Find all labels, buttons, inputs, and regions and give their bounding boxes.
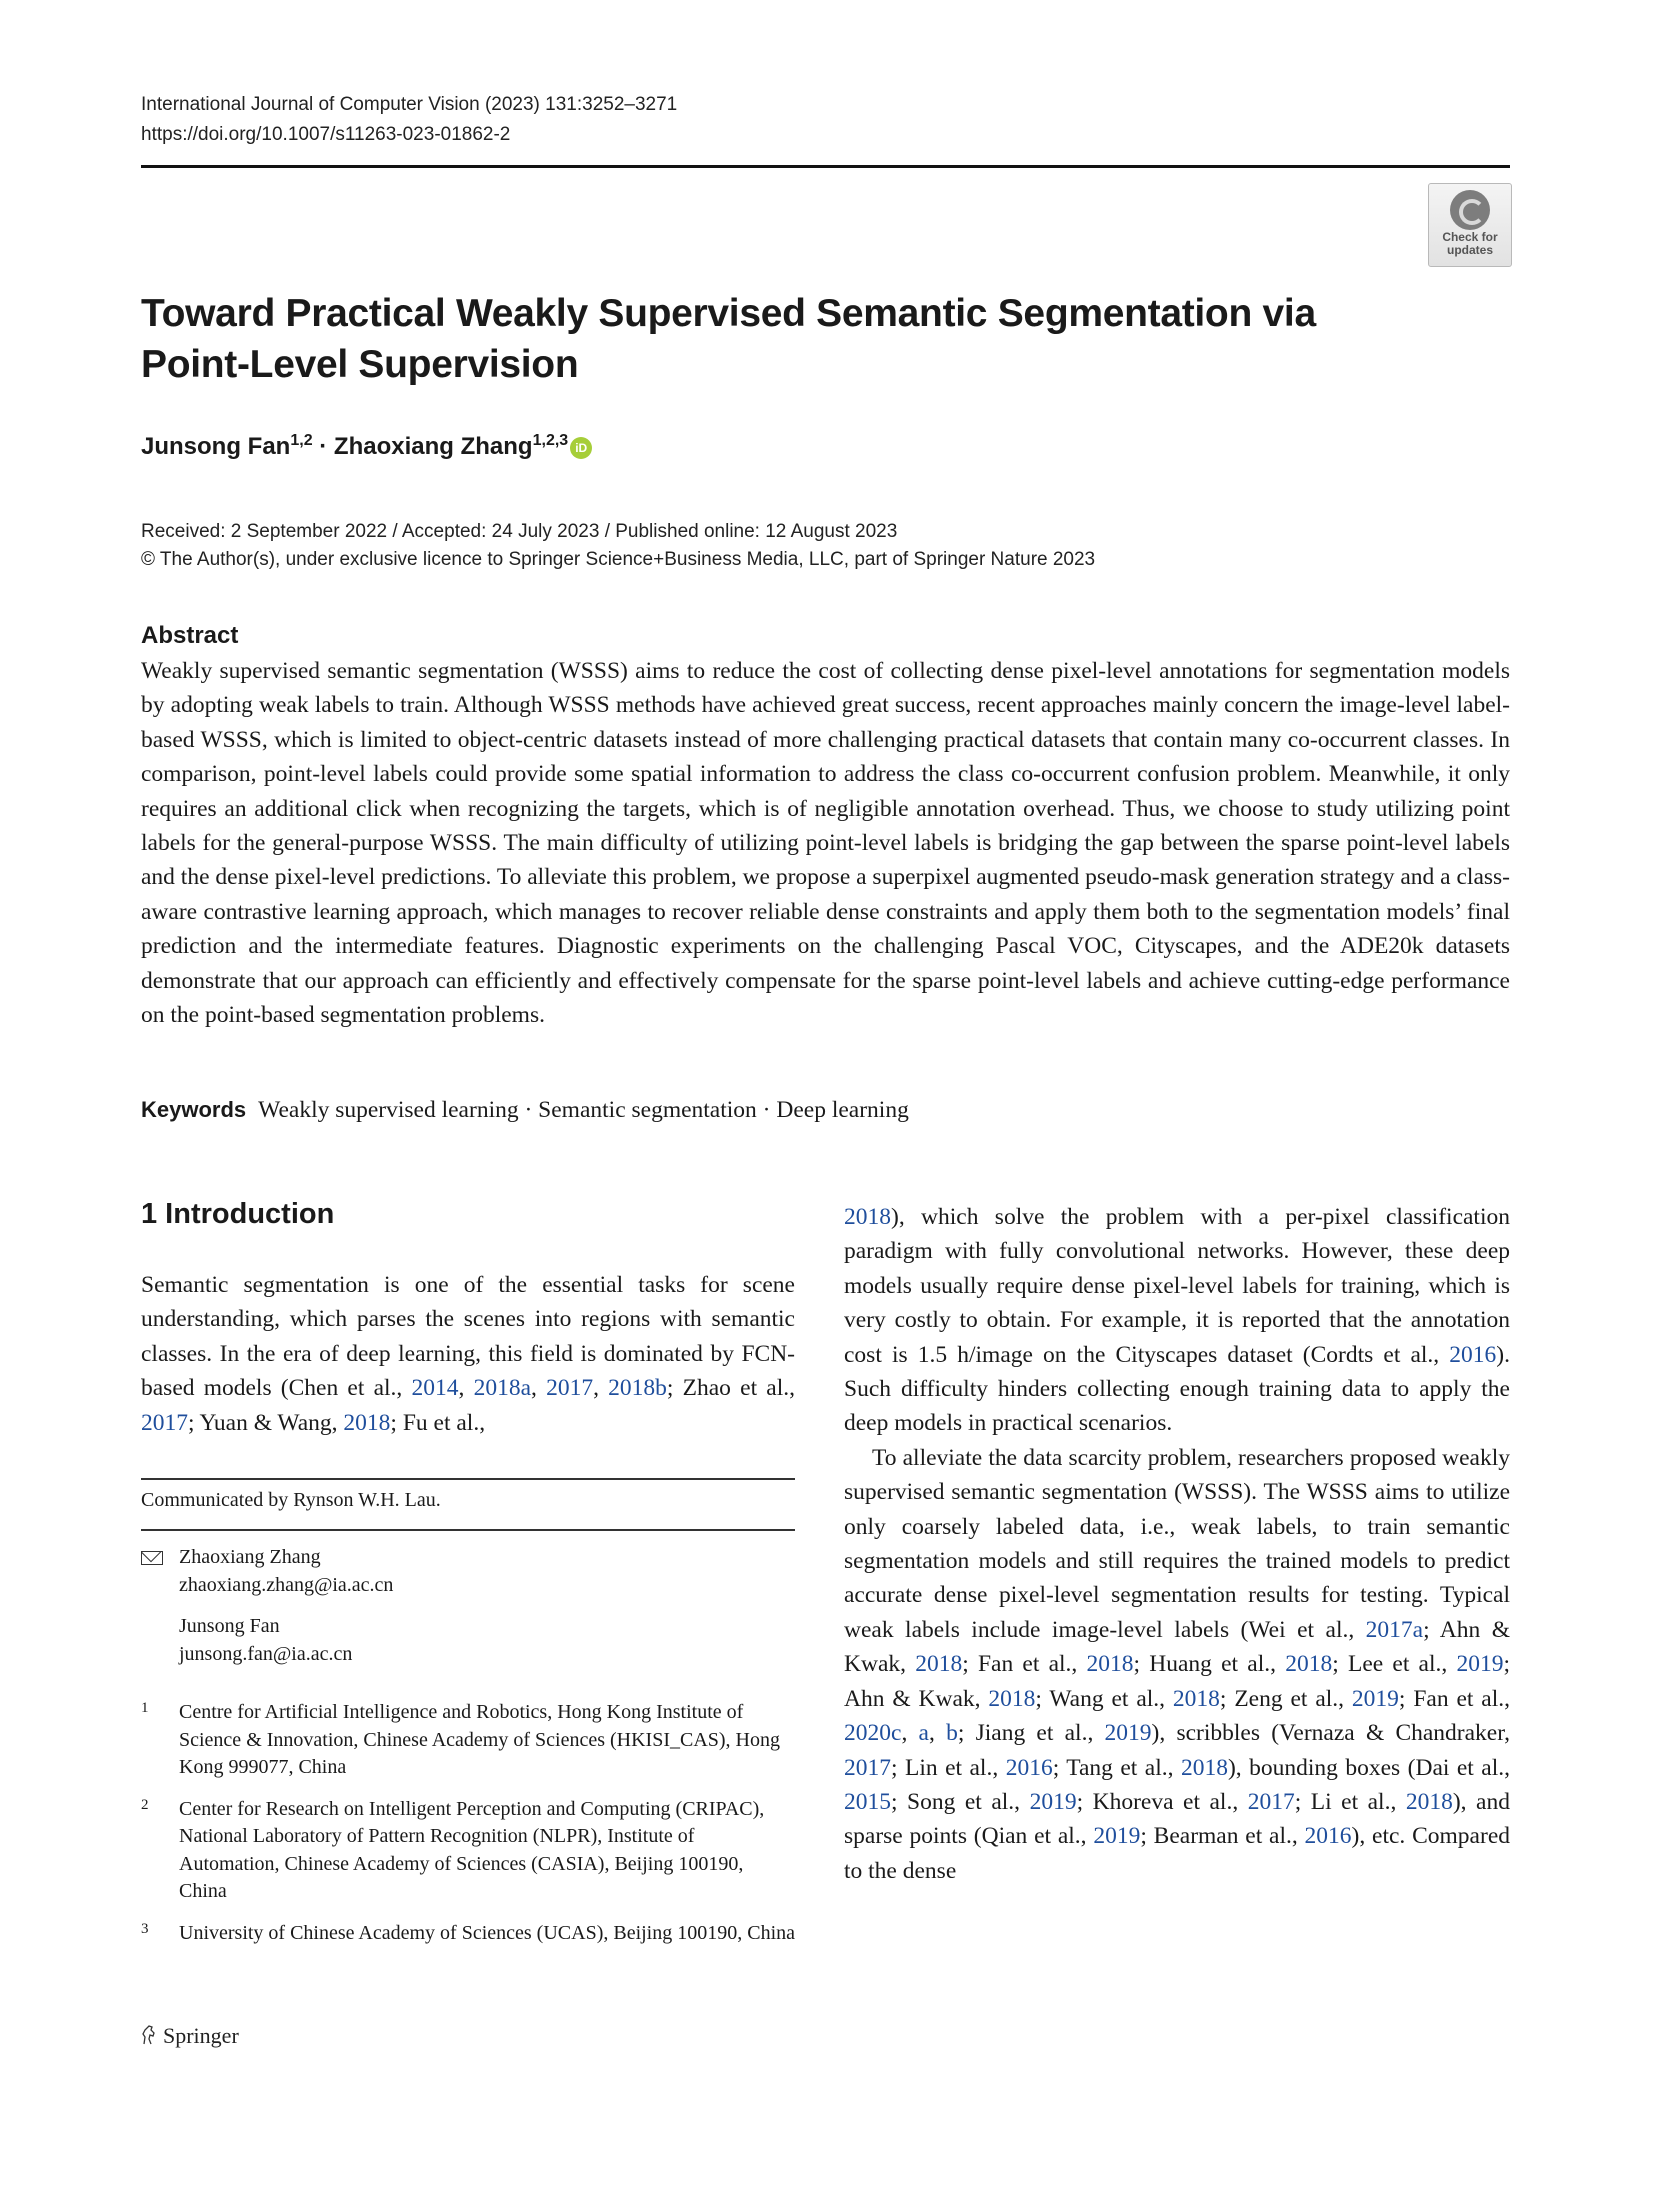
body-text: ; Fan et al., — [1398, 1685, 1511, 1712]
citation-link[interactable]: 2019 — [1104, 1720, 1152, 1747]
citation-link[interactable]: 2019 — [1351, 1685, 1399, 1712]
contact-entry — [141, 1544, 795, 1599]
body-text: ; Ahn & Kwak, — [844, 1616, 1510, 1678]
running-header — [141, 90, 677, 150]
doi-link[interactable]: https://doi.org/10.1007/s11263-023-01862-2 — [141, 124, 511, 145]
citation-link[interactable]: a — [918, 1720, 929, 1747]
intro-left-column — [141, 1268, 795, 1440]
corresponding-contacts — [141, 1544, 795, 1682]
author-affil-sup-2: 1,2,3 — [532, 432, 569, 449]
citation-link[interactable]: 2018a — [473, 1375, 532, 1402]
body-text: ), and sparse points (Qian et al., — [844, 1788, 1510, 1850]
body-text: ; Jiang et al., — [957, 1720, 1105, 1747]
affiliation-text: Centre for Artificial Intelligence and Robotics, Hong Kong Institute of Science & Innovation, Chinese Academy of Sciences (HKISI_CAS), Hong Kong 999077, China — [179, 1701, 780, 1778]
citation-link[interactable]: 2019 — [1029, 1788, 1077, 1815]
affiliation-number: 2 — [141, 1796, 149, 1813]
body-text: ; Wang et al., — [1035, 1685, 1173, 1712]
body-text: ; Lin et al., — [891, 1754, 1006, 1781]
citation-link[interactable]: 2016 — [1449, 1341, 1497, 1368]
contact-name: Junsong Fan — [179, 1615, 280, 1637]
citation-link[interactable]: 2019 — [1456, 1651, 1504, 1678]
citation-link[interactable]: 2017 — [1247, 1788, 1295, 1815]
paragraph — [844, 1200, 1510, 1441]
body-text: ; Li et al., — [1294, 1788, 1406, 1815]
envelope-icon — [141, 1551, 163, 1565]
intro-right-column — [844, 1200, 1510, 1888]
check-for-updates-button[interactable] — [1428, 183, 1512, 267]
author-name-2[interactable]: Zhaoxiang Zhang — [333, 433, 533, 460]
body-text: ; Zhao et al., — [666, 1375, 796, 1402]
author-name-1[interactable]: Junsong Fan — [141, 433, 291, 460]
body-text: ), scribbles (Vernaza & Chandraker, — [1151, 1720, 1511, 1747]
author-separator: · — [312, 433, 334, 460]
citation-link[interactable]: 2015 — [844, 1788, 891, 1815]
body-text: , — [928, 1720, 947, 1747]
communicated-by: Communicated by Rynson W.H. Lau. — [141, 1489, 441, 1511]
keywords — [141, 1097, 909, 1124]
check-for-updates-label-1: Check for — [1442, 230, 1498, 244]
abstract-text: Weakly supervised semantic segmentation (WSSS) aims to reduce the cost of collecting dense pixel-level annotations for segmentation models by adopting weak labels to train. Although WSSS methods have achieved great success, recent approaches mainly concern the image-level label-based WSSS, which is limited to object-centric datasets instead of more challenging practical datasets that contain many co-occurrent classes. In comparison, point-level labels could provide some spatial information to address the class co-occurrent confusion problem. Meanwhile, it only requires an additional click when recognizing the targets, which is of negligible annotation overhead. Thus, we choose to study utilizing point labels for the general-purpose WSSS. The main difficulty of utilizing point-level labels is bridging the gap between the sparse point-level labels and the dense pixel-level predictions. To alleviate this problem, we propose a superpixel augmented pseudo-mask generation strategy and a class-aware contrastive learning approach, which manages to recover reliable dense constraints and apply them both to the segmentation models’ final prediction and the intermediate features. Diagnostic experiments on the challenging Pascal VOC, Cityscapes, and the ADE20k datasets demonstrate that our approach can efficiently and effectively compensate for the sparse point-level labels and achieve cutting-edge performance on the point-based segmentation problems. — [141, 658, 1510, 1029]
publisher-footer — [141, 2023, 239, 2049]
body-text: ), bounding boxes (Dai et al., — [1227, 1754, 1510, 1781]
affiliation-number: 3 — [141, 1920, 149, 1937]
citation-link[interactable]: 2018 — [343, 1409, 391, 1436]
contact-email[interactable]: zhaoxiang.zhang@ia.ac.cn — [179, 1573, 394, 1596]
affiliation-text: Center for Research on Intelligent Perception and Computing (CRIPAC), National Laboratory of Pattern Recognition (NLPR), Institute of Automation, Chinese Academy of Sciences (CASIA), Beijing 100190, China — [179, 1797, 765, 1902]
abstract-heading: Abstract — [141, 622, 239, 649]
check-for-updates-label-2: updates — [1446, 243, 1493, 257]
citation-link[interactable]: 2018 — [1086, 1651, 1134, 1678]
citation-link[interactable]: 2018 — [1180, 1754, 1228, 1781]
body-text: ; Zeng et al., — [1219, 1685, 1352, 1712]
body-text: ; Ahn & Kwak, — [844, 1651, 1511, 1712]
publication-dates — [141, 518, 1095, 574]
body-text: ; Fu et al., — [390, 1409, 486, 1436]
body-text: , — [593, 1375, 609, 1402]
author-list — [141, 432, 592, 461]
body-text: ; Tang et al., — [1052, 1754, 1181, 1781]
affiliation-text: University of Chinese Academy of Sciences (UCAS), Beijing 100190, China — [179, 1921, 796, 1944]
body-text: ; Lee et al., — [1332, 1651, 1457, 1678]
copyright-line: © The Author(s), under exclusive licence to Springer Science+Business Media, LLC, part of Springer Nature 2023 — [141, 549, 1096, 570]
footnote-divider — [141, 1529, 795, 1531]
citation-link[interactable]: 2017 — [141, 1409, 188, 1436]
citation-link[interactable]: b — [946, 1720, 958, 1747]
citation-link[interactable]: 2014 — [411, 1375, 459, 1402]
paragraph — [844, 1441, 1510, 1888]
journal-citation: International Journal of Computer Vision (2023) 131:3252–3271 — [141, 94, 678, 115]
body-text: ; Fan et al., — [962, 1651, 1087, 1678]
body-text: ; Huang et al., — [1133, 1651, 1286, 1678]
citation-link[interactable]: 2018 — [1405, 1788, 1453, 1815]
citation-link[interactable]: 2017 — [844, 1754, 891, 1781]
affiliations — [141, 1699, 795, 1961]
citation-link[interactable]: 2017 — [546, 1375, 594, 1402]
affiliation-number: 1 — [141, 1700, 149, 1716]
affiliation-item — [141, 1796, 795, 1906]
citation-link[interactable]: 2017a — [1365, 1616, 1424, 1643]
check-for-updates-icon — [1450, 190, 1490, 230]
citation-link[interactable]: 2018b — [608, 1375, 667, 1402]
dates-line: Received: 2 September 2022 / Accepted: 24 July 2023 / Published online: 12 August 2023 — [141, 521, 898, 542]
citation-link[interactable]: 2018 — [844, 1204, 891, 1230]
citation-link[interactable]: 2018 — [988, 1685, 1036, 1712]
body-text: ). Such difficulty hinders collecting enough training data to apply the deep models in practical scenarios. — [844, 1341, 1510, 1437]
body-text: To alleviate the data scarcity problem, researchers proposed weakly supervised semantic segmentation (WSSS). The WSSS aims to utilize only coarsely labeled data, i.e., weak labels, to train semantic segmentation models and still requires the trained models to predict accurate dense pixel-level segmentation results for testing. Typical weak labels include image-level labels (Wei et al., — [844, 1444, 1510, 1643]
body-text: , — [901, 1720, 919, 1747]
springer-horse-icon — [141, 2024, 157, 2046]
keywords-label: Keywords — [141, 1097, 247, 1122]
citation-link[interactable]: 2018 — [1285, 1651, 1333, 1678]
citation-link[interactable]: 2018 — [915, 1651, 963, 1678]
citation-link[interactable]: 2020c — [844, 1720, 902, 1747]
affiliation-item — [141, 1699, 795, 1782]
contact-entry — [141, 1613, 795, 1668]
footnote-divider — [141, 1478, 795, 1480]
contact-name: Zhaoxiang Zhang — [179, 1546, 321, 1568]
title-line-2: Point-Level Supervision — [141, 343, 579, 386]
author-affil-sup-1: 1,2 — [290, 432, 313, 449]
section-heading-introduction: 1 Introduction — [141, 1198, 335, 1230]
publisher-name: Springer — [163, 2023, 239, 2048]
body-text: ; Yuan & Wang, — [188, 1409, 344, 1436]
body-text: ; Bearman et al., — [1140, 1823, 1305, 1850]
body-text: ; Song et al., — [891, 1788, 1030, 1815]
title-line-1: Toward Practical Weakly Supervised Semantic Segmentation via — [141, 292, 1316, 335]
header-divider — [141, 165, 1510, 168]
paper-title — [141, 288, 1341, 390]
contact-email[interactable]: junsong.fan@ia.ac.cn — [179, 1642, 353, 1665]
body-text: , — [531, 1375, 547, 1402]
keywords-list: Weakly supervised learning · Semantic segmentation · Deep learning — [258, 1097, 909, 1123]
body-text: , — [458, 1375, 474, 1402]
citation-link[interactable]: 2018 — [1172, 1685, 1220, 1712]
body-text: ; Khoreva et al., — [1076, 1788, 1248, 1815]
citation-link[interactable]: 2019 — [1093, 1823, 1141, 1850]
body-text: ), which solve the problem with a per-pixel classification paradigm with fully convolutional networks. However, these deep models usually require dense pixel-level labels for training, which is very costly to obtain. For example, it is reported that the annotation cost is 1.5 h/image on the Cityscapes dataset (Cordts et al., — [844, 1204, 1510, 1368]
orcid-icon[interactable]: iD — [570, 437, 592, 459]
body-text: ), etc. Compared to the dense — [844, 1823, 1510, 1884]
body-text: Semantic segmentation is one of the essential tasks for scene understanding, which parses the scenes into regions with semantic classes. In the era of deep learning, this field is dominated by FCN-based models (Chen et al., — [141, 1272, 795, 1402]
citation-link[interactable]: 2016 — [1304, 1823, 1352, 1850]
affiliation-item — [141, 1920, 795, 1948]
citation-link[interactable]: 2016 — [1005, 1754, 1053, 1781]
